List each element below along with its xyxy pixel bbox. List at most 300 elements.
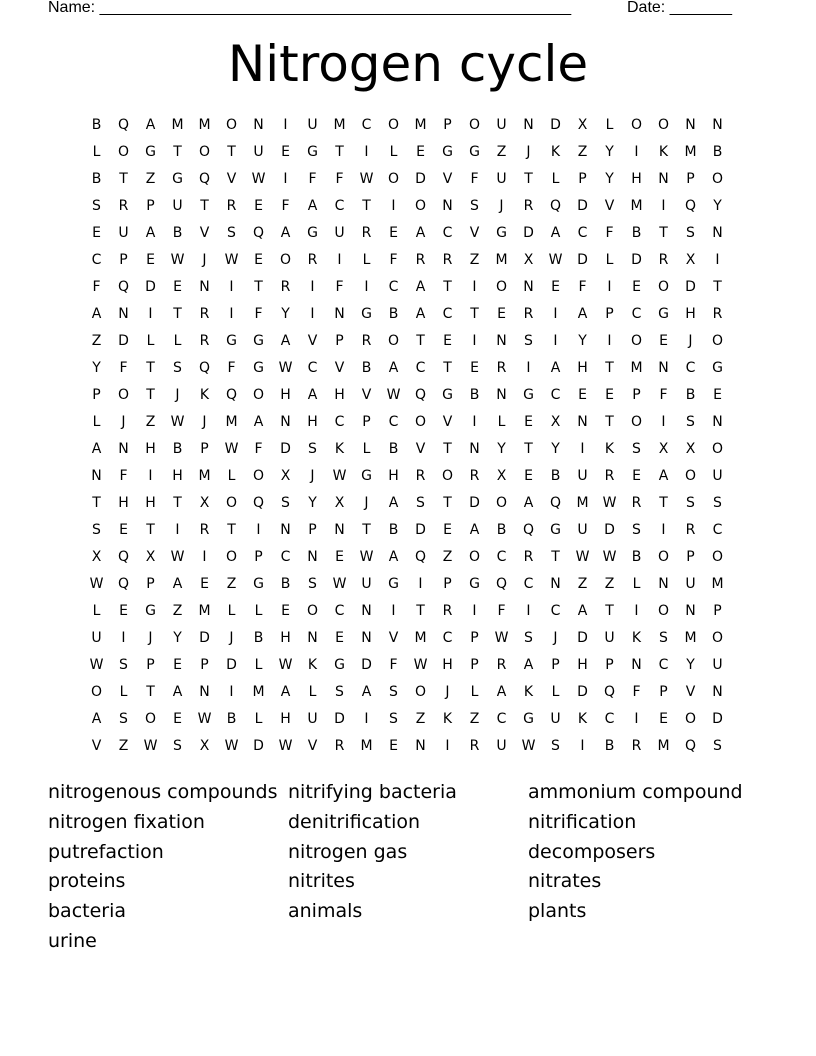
grid-letter: Z <box>118 738 129 754</box>
grid-letter: L <box>362 441 371 457</box>
grid-letter: T <box>362 522 371 538</box>
grid-letter: K <box>577 711 588 727</box>
grid-letter: D <box>415 171 426 187</box>
grid-letter: G <box>469 576 480 592</box>
grid-letter: N <box>361 630 372 646</box>
grid-letter: R <box>523 198 534 214</box>
grid-letter: J <box>526 144 531 160</box>
grid-letter: A <box>523 657 534 673</box>
grid-letter: Y <box>605 144 614 160</box>
grid-letter: W <box>143 738 158 754</box>
grid-letter: N <box>712 414 723 430</box>
grid-letter: O <box>657 549 670 565</box>
grid-row <box>83 733 733 760</box>
grid-letter: A <box>361 684 372 700</box>
grid-letter: I <box>472 414 477 430</box>
grid-row <box>83 274 733 301</box>
grid-letter: R <box>199 522 210 538</box>
grid-letter: O <box>684 711 697 727</box>
grid-letter: J <box>202 252 207 268</box>
grid-letter: E <box>443 333 452 349</box>
grid-letter: W <box>413 657 428 673</box>
grid-letter: I <box>634 603 639 619</box>
grid-letter: X <box>91 549 102 565</box>
grid-letter: Z <box>469 252 480 268</box>
grid-letter: O <box>414 414 427 430</box>
grid-letter: K <box>307 657 318 673</box>
grid-letter: R <box>523 549 534 565</box>
grid-letter: D <box>145 279 156 295</box>
grid-letter: I <box>283 117 288 133</box>
grid-letter: S <box>659 630 668 646</box>
grid-letter: Z <box>469 711 480 727</box>
grid-row <box>83 598 733 625</box>
grid-letter: G <box>388 576 399 592</box>
grid-letter: R <box>442 252 453 268</box>
grid-letter: Z <box>604 576 615 592</box>
grid-letter: Q <box>684 198 697 214</box>
grid-letter: L <box>362 252 371 268</box>
grid-letter: V <box>469 225 480 241</box>
grid-letter: G <box>523 387 534 403</box>
grid-letter: L <box>254 603 263 619</box>
grid-letter: I <box>283 171 288 187</box>
grid-row <box>83 328 733 355</box>
grid-letter: R <box>631 495 642 511</box>
grid-letter: I <box>256 522 261 538</box>
grid-letter: R <box>334 738 345 754</box>
grid-letter: T <box>713 279 722 295</box>
grid-letter: I <box>445 738 450 754</box>
grid-letter: U <box>577 522 588 538</box>
grid-letter: D <box>361 657 372 673</box>
grid-letter: A <box>388 360 399 376</box>
grid-letter: T <box>146 684 155 700</box>
grid-letter: R <box>604 468 615 484</box>
grid-row <box>83 382 733 409</box>
word-list-item: nitrogen gas <box>288 840 408 863</box>
grid-letter: N <box>712 225 723 241</box>
grid-letter: E <box>119 603 128 619</box>
grid-letter: P <box>470 630 479 646</box>
grid-row <box>83 706 733 733</box>
grid-letter: B <box>388 441 399 457</box>
grid-row <box>83 139 733 166</box>
grid-letter: A <box>91 711 102 727</box>
grid-letter: F <box>659 387 668 403</box>
grid-letter: O <box>225 549 238 565</box>
word-list-item: urine <box>48 930 97 952</box>
grid-letter: E <box>524 468 533 484</box>
grid-letter: J <box>310 468 315 484</box>
grid-letter: Q <box>225 387 238 403</box>
grid-row <box>83 571 733 598</box>
word-list-item: plants <box>528 900 587 923</box>
grid-letter: S <box>632 441 641 457</box>
grid-letter: Y <box>551 441 560 457</box>
grid-letter: X <box>280 468 291 484</box>
grid-letter: D <box>577 198 588 214</box>
grid-letter: C <box>658 657 669 673</box>
grid-letter: Q <box>198 171 211 187</box>
grid-letter: F <box>254 306 263 322</box>
grid-letter: F <box>119 360 128 376</box>
grid-row <box>83 220 733 247</box>
word-list-item: decomposers <box>528 840 656 863</box>
grid-letter: M <box>684 630 697 646</box>
grid-letter: G <box>307 144 318 160</box>
grid-letter: S <box>389 684 398 700</box>
grid-letter: R <box>226 198 237 214</box>
word-list-item: nitrifying bacteria <box>288 781 457 803</box>
grid-letter: W <box>386 387 401 403</box>
grid-letter: N <box>280 414 291 430</box>
grid-letter: Q <box>549 495 562 511</box>
grid-letter: M <box>414 117 427 133</box>
grid-letter: S <box>632 522 641 538</box>
grid-letter: A <box>280 333 291 349</box>
word-list-item: bacteria <box>48 900 127 923</box>
grid-letter: A <box>415 279 426 295</box>
grid-letter: D <box>712 711 723 727</box>
grid-letter: N <box>685 603 696 619</box>
grid-letter: B <box>172 441 183 457</box>
grid-letter: P <box>254 549 263 565</box>
grid-letter: N <box>280 522 291 538</box>
grid-letter: F <box>281 198 290 214</box>
grid-letter: C <box>550 603 561 619</box>
grid-letter: T <box>416 603 425 619</box>
grid-letter: N <box>712 684 723 700</box>
grid-letter: W <box>278 657 293 673</box>
grid-letter: N <box>307 549 318 565</box>
grid-letter: T <box>659 225 668 241</box>
name-field-label: Name: _____________________________________________________ <box>48 0 572 16</box>
grid-letter: R <box>712 306 723 322</box>
grid-letter: A <box>388 495 399 511</box>
grid-letter: C <box>307 360 318 376</box>
grid-letter: L <box>254 657 263 673</box>
grid-letter: W <box>278 360 293 376</box>
grid-letter: C <box>442 630 453 646</box>
grid-letter: G <box>550 522 561 538</box>
grid-letter: O <box>117 387 130 403</box>
grid-letter: O <box>387 117 400 133</box>
grid-letter: N <box>307 630 318 646</box>
grid-letter: Q <box>414 549 427 565</box>
grid-letter: N <box>523 117 534 133</box>
grid-letter: W <box>602 549 617 565</box>
grid-letter: O <box>441 468 454 484</box>
grid-letter: T <box>362 198 371 214</box>
grid-letter: L <box>92 414 101 430</box>
grid-letter: X <box>577 117 588 133</box>
grid-letter: D <box>631 252 642 268</box>
grid-letter: B <box>361 360 372 376</box>
grid-letter: B <box>253 630 264 646</box>
grid-letter: A <box>91 441 102 457</box>
grid-letter: Q <box>522 522 535 538</box>
grid-letter: L <box>146 333 155 349</box>
grid-letter: D <box>253 738 264 754</box>
grid-letter: G <box>172 171 183 187</box>
grid-letter: C <box>550 387 561 403</box>
grid-row <box>83 517 733 544</box>
grid-letter: X <box>334 495 345 511</box>
grid-letter: Q <box>495 576 508 592</box>
grid-letter: O <box>117 144 130 160</box>
grid-letter: T <box>605 414 614 430</box>
grid-letter: U <box>118 225 129 241</box>
grid-letter: E <box>713 387 722 403</box>
grid-letter: D <box>577 684 588 700</box>
grid-row <box>83 490 733 517</box>
grid-letter: N <box>199 279 210 295</box>
word-list-item: denitrification <box>288 810 421 833</box>
grid-letter: W <box>89 576 104 592</box>
grid-letter: H <box>577 657 588 673</box>
grid-letter: I <box>553 306 558 322</box>
grid-letter: R <box>685 522 696 538</box>
grid-letter: T <box>443 495 452 511</box>
grid-letter: F <box>389 657 398 673</box>
grid-letter: I <box>580 738 585 754</box>
grid-letter: U <box>172 198 183 214</box>
grid-letter: F <box>470 171 479 187</box>
grid-letter: J <box>202 414 207 430</box>
grid-letter: Z <box>415 711 426 727</box>
grid-letter: A <box>307 387 318 403</box>
grid-letter: W <box>548 252 563 268</box>
grid-letter: F <box>632 684 641 700</box>
grid-letter: P <box>578 171 587 187</box>
grid-letter: L <box>605 252 614 268</box>
grid-letter: Q <box>684 738 697 754</box>
grid-letter: A <box>577 603 588 619</box>
grid-letter: R <box>469 468 480 484</box>
grid-letter: C <box>280 549 291 565</box>
grid-letter: N <box>199 684 210 700</box>
grid-letter: I <box>229 306 234 322</box>
grid-letter: I <box>175 522 180 538</box>
grid-letter: V <box>604 198 615 214</box>
grid-letter: V <box>442 414 453 430</box>
grid-letter: W <box>224 738 239 754</box>
grid-letter: F <box>254 441 263 457</box>
grid-letter: T <box>146 360 155 376</box>
grid-letter: T <box>524 441 533 457</box>
grid-letter: E <box>146 252 155 268</box>
grid-letter: A <box>280 684 291 700</box>
grid-letter: E <box>659 711 668 727</box>
grid-letter: W <box>224 252 239 268</box>
grid-letter: O <box>90 684 103 700</box>
grid-letter: R <box>523 306 534 322</box>
grid-letter: G <box>253 333 264 349</box>
grid-letter: H <box>685 306 696 322</box>
grid-letter: H <box>442 657 453 673</box>
grid-letter: O <box>198 144 211 160</box>
grid-letter: N <box>334 306 345 322</box>
grid-letter: U <box>361 576 372 592</box>
grid-letter: M <box>630 360 643 376</box>
grid-letter: V <box>685 684 696 700</box>
grid-letter: C <box>631 306 642 322</box>
grid-letter: F <box>335 171 344 187</box>
grid-letter: I <box>580 441 585 457</box>
grid-letter: B <box>280 576 291 592</box>
grid-letter: P <box>713 603 722 619</box>
grid-letter: S <box>119 657 128 673</box>
grid-letter: C <box>91 252 102 268</box>
grid-letter: S <box>416 495 425 511</box>
grid-letter: I <box>607 279 612 295</box>
grid-letter: H <box>280 387 291 403</box>
grid-letter: I <box>229 684 234 700</box>
grid-letter: P <box>308 522 317 538</box>
grid-letter: P <box>200 441 209 457</box>
grid-letter: U <box>307 711 318 727</box>
grid-letter: S <box>551 738 560 754</box>
grid-letter: Q <box>414 387 427 403</box>
grid-letter: V <box>442 171 453 187</box>
word-list-item: nitrification <box>528 810 637 833</box>
grid-letter: M <box>684 144 697 160</box>
grid-letter: S <box>713 738 722 754</box>
grid-letter: Y <box>578 333 587 349</box>
grid-letter: C <box>334 603 345 619</box>
grid-row <box>83 166 733 193</box>
grid-letter: N <box>415 738 426 754</box>
grid-letter: A <box>523 495 534 511</box>
grid-letter: I <box>202 549 207 565</box>
grid-letter: T <box>443 279 452 295</box>
grid-letter: U <box>604 630 615 646</box>
grid-letter: E <box>254 252 263 268</box>
grid-letter: W <box>332 468 347 484</box>
grid-letter: R <box>118 198 129 214</box>
grid-letter: G <box>712 360 723 376</box>
word-list-item: nitrogenous compounds <box>48 781 278 803</box>
grid-letter: T <box>227 144 236 160</box>
grid-letter: L <box>632 576 641 592</box>
grid-letter: G <box>361 306 372 322</box>
grid-letter: P <box>443 117 452 133</box>
grid-letter: P <box>92 387 101 403</box>
grid-letter: U <box>496 738 507 754</box>
grid-letter: L <box>551 684 560 700</box>
grid-letter: L <box>254 711 263 727</box>
grid-letter: Z <box>145 171 156 187</box>
grid-letter: N <box>361 603 372 619</box>
grid-letter: X <box>496 468 507 484</box>
grid-letter: C <box>442 306 453 322</box>
grid-letter: V <box>91 738 102 754</box>
grid-letter: L <box>227 468 236 484</box>
grid-letter: M <box>630 198 643 214</box>
grid-letter: E <box>470 360 479 376</box>
grid-letter: E <box>119 522 128 538</box>
grid-letter: N <box>658 360 669 376</box>
grid-letter: A <box>388 549 399 565</box>
grid-letter: K <box>550 144 561 160</box>
grid-letter: O <box>225 495 238 511</box>
grid-letter: S <box>686 225 695 241</box>
grid-letter: D <box>280 441 291 457</box>
grid-letter: V <box>388 630 399 646</box>
grid-letter: G <box>442 387 453 403</box>
grid-letter: V <box>415 441 426 457</box>
grid-letter: K <box>658 144 669 160</box>
grid-letter: O <box>657 117 670 133</box>
grid-letter: W <box>359 171 374 187</box>
grid-letter: R <box>415 468 426 484</box>
grid-letter: D <box>577 630 588 646</box>
grid-letter: S <box>92 522 101 538</box>
grid-letter: W <box>359 549 374 565</box>
grid-letter: Q <box>117 117 130 133</box>
grid-letter: R <box>280 279 291 295</box>
grid-letter: D <box>118 333 129 349</box>
word-list-item: animals <box>288 900 363 923</box>
grid-letter: O <box>711 549 724 565</box>
grid-letter: E <box>605 387 614 403</box>
grid-letter: K <box>523 684 534 700</box>
grid-letter: M <box>198 468 211 484</box>
grid-letter: I <box>661 522 666 538</box>
grid-letter: P <box>686 171 695 187</box>
grid-letter: H <box>118 495 129 511</box>
grid-letter: P <box>362 414 371 430</box>
grid-letter: Q <box>603 684 616 700</box>
grid-letter: W <box>575 549 590 565</box>
grid-letter: Y <box>605 171 614 187</box>
grid-letter: N <box>118 306 129 322</box>
grid-letter: B <box>631 549 642 565</box>
grid-letter: I <box>526 360 531 376</box>
grid-letter: I <box>418 576 423 592</box>
grid-letter: I <box>472 333 477 349</box>
grid-letter: Z <box>442 549 453 565</box>
grid-letter: T <box>254 279 263 295</box>
grid-letter: E <box>578 387 587 403</box>
grid-letter: L <box>92 603 101 619</box>
grid-letter: X <box>523 252 534 268</box>
grid-letter: T <box>173 306 182 322</box>
grid-letter: T <box>524 171 533 187</box>
grid-letter: G <box>145 144 156 160</box>
grid-letter: O <box>279 252 292 268</box>
grid-letter: R <box>415 252 426 268</box>
grid-letter: V <box>307 738 318 754</box>
grid-letter: L <box>173 333 182 349</box>
grid-letter: O <box>657 279 670 295</box>
grid-row <box>83 463 733 490</box>
grid-letter: O <box>252 468 265 484</box>
grid-letter: R <box>658 252 669 268</box>
grid-letter: T <box>173 144 182 160</box>
grid-letter: A <box>550 225 561 241</box>
grid-letter: Q <box>117 549 130 565</box>
grid-letter: T <box>173 495 182 511</box>
grid-letter: I <box>715 252 720 268</box>
grid-letter: O <box>306 603 319 619</box>
grid-letter: B <box>469 387 480 403</box>
grid-letter: O <box>468 117 481 133</box>
grid-letter: J <box>688 333 693 349</box>
grid-letter: U <box>712 657 723 673</box>
grid-letter: X <box>199 738 210 754</box>
